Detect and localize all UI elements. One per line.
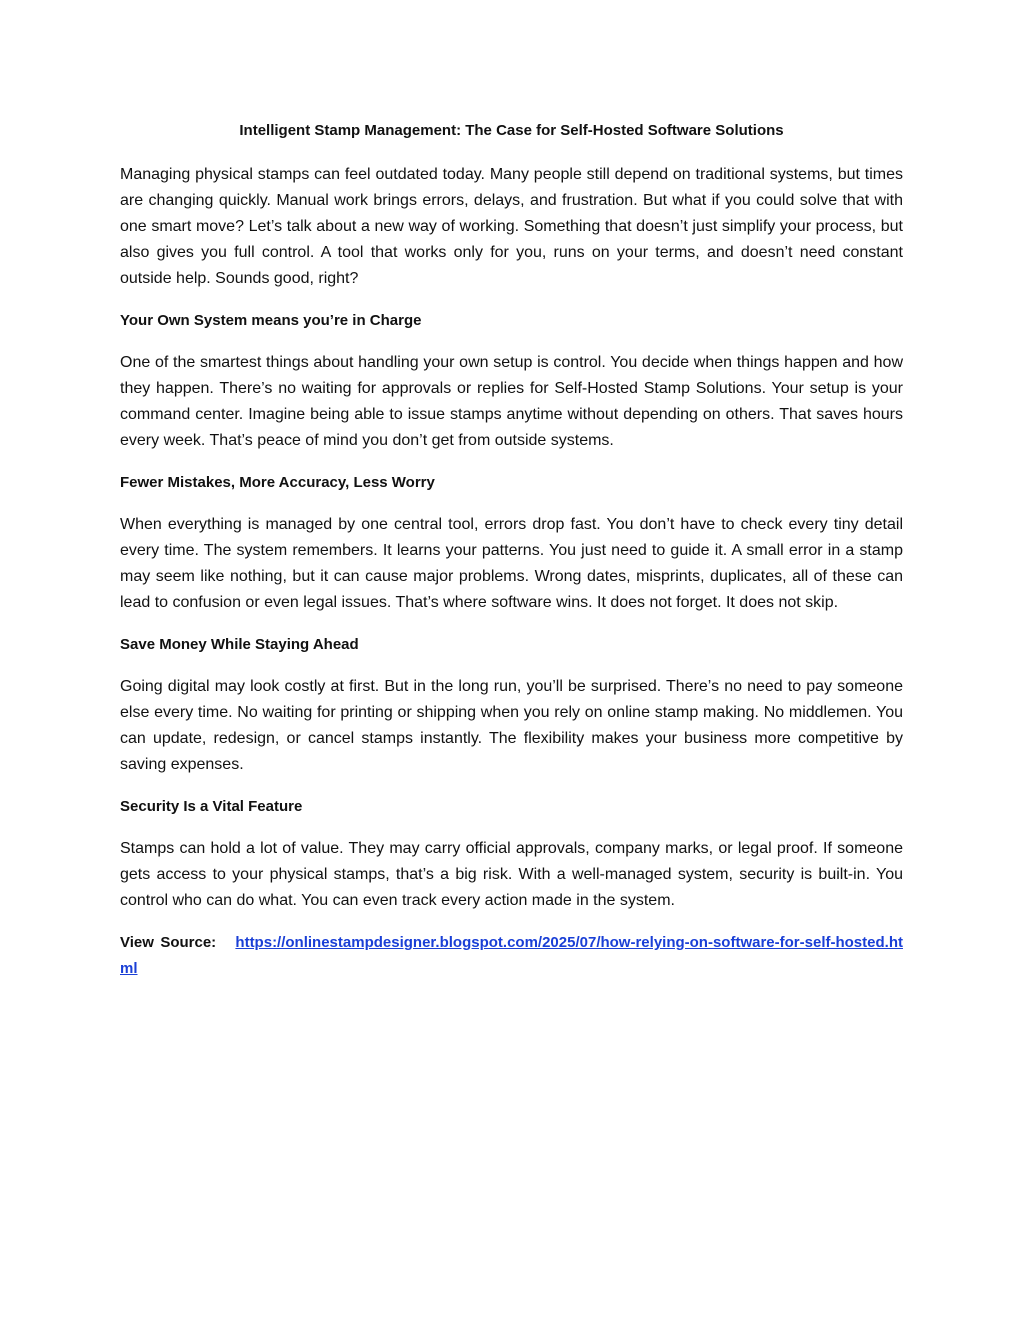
document-page xyxy=(120,118,903,982)
section-body-control: One of the smartest things about handling your own setup is control. You decide when things happen and how they happen. There’s no waiting for approvals or replies for Self-Hosted Stamp Solutions. Your setup is your command center. Imagine being able to issue stamps anytime without depending on others. That saves hours every week. That’s peace of mind you don’t get from outside systems. xyxy=(120,354,903,449)
source-link[interactable]: https://onlinestampdesigner.blogspot.com/2025/07/how-relying-on-software-for-self-hosted.html xyxy=(120,934,903,977)
section-heading-control: Your Own System means you’re in Charge xyxy=(120,312,422,329)
intro-paragraph: Managing physical stamps can feel outdated today. Many people still depend on traditional systems, but times are changing quickly. Manual work brings errors, delays, and frustration. But what if you could solve that with one smart move? Let’s talk about a new way of working. Something that doesn’t just simplify your process, but also gives you full control. A tool that works only for you, runs on your terms, and doesn’t need constant outside help. Sounds good, right? xyxy=(120,166,903,287)
view-source-line xyxy=(120,930,903,982)
view-source-label: View Source: xyxy=(120,934,217,951)
section-body-accuracy: When everything is managed by one central tool, errors drop fast. You don’t have to check every tiny detail every time. The system remembers. It learns your patterns. You just need to guide it. A small error in a stamp may seem like nothing, but it can cause major problems. Wrong dates, misprints, duplicates, all of these can lead to confusion or even legal issues. That’s where software wins. It does not forget. It does not skip. xyxy=(120,516,903,611)
section-body-money: Going digital may look costly at first. But in the long run, you’ll be surprised. There’s no need to pay someone else every time. No waiting for printing or shipping when you rely on online stamp making. No middlemen. You can update, redesign, or cancel stamps instantly. The flexibility makes your business more competitive by saving expenses. xyxy=(120,678,903,773)
section-body-security: Stamps can hold a lot of value. They may carry official approvals, company marks, or legal proof. If someone gets access to your physical stamps, that’s a big risk. With a well-managed system, security is built-in. You control who can do what. You can even track every action made in the system. xyxy=(120,840,903,909)
document-title: Intelligent Stamp Management: The Case for Self-Hosted Software Solutions xyxy=(239,122,784,139)
section-heading-accuracy: Fewer Mistakes, More Accuracy, Less Worry xyxy=(120,474,435,491)
section-heading-security: Security Is a Vital Feature xyxy=(120,798,303,815)
section-heading-money: Save Money While Staying Ahead xyxy=(120,636,359,653)
